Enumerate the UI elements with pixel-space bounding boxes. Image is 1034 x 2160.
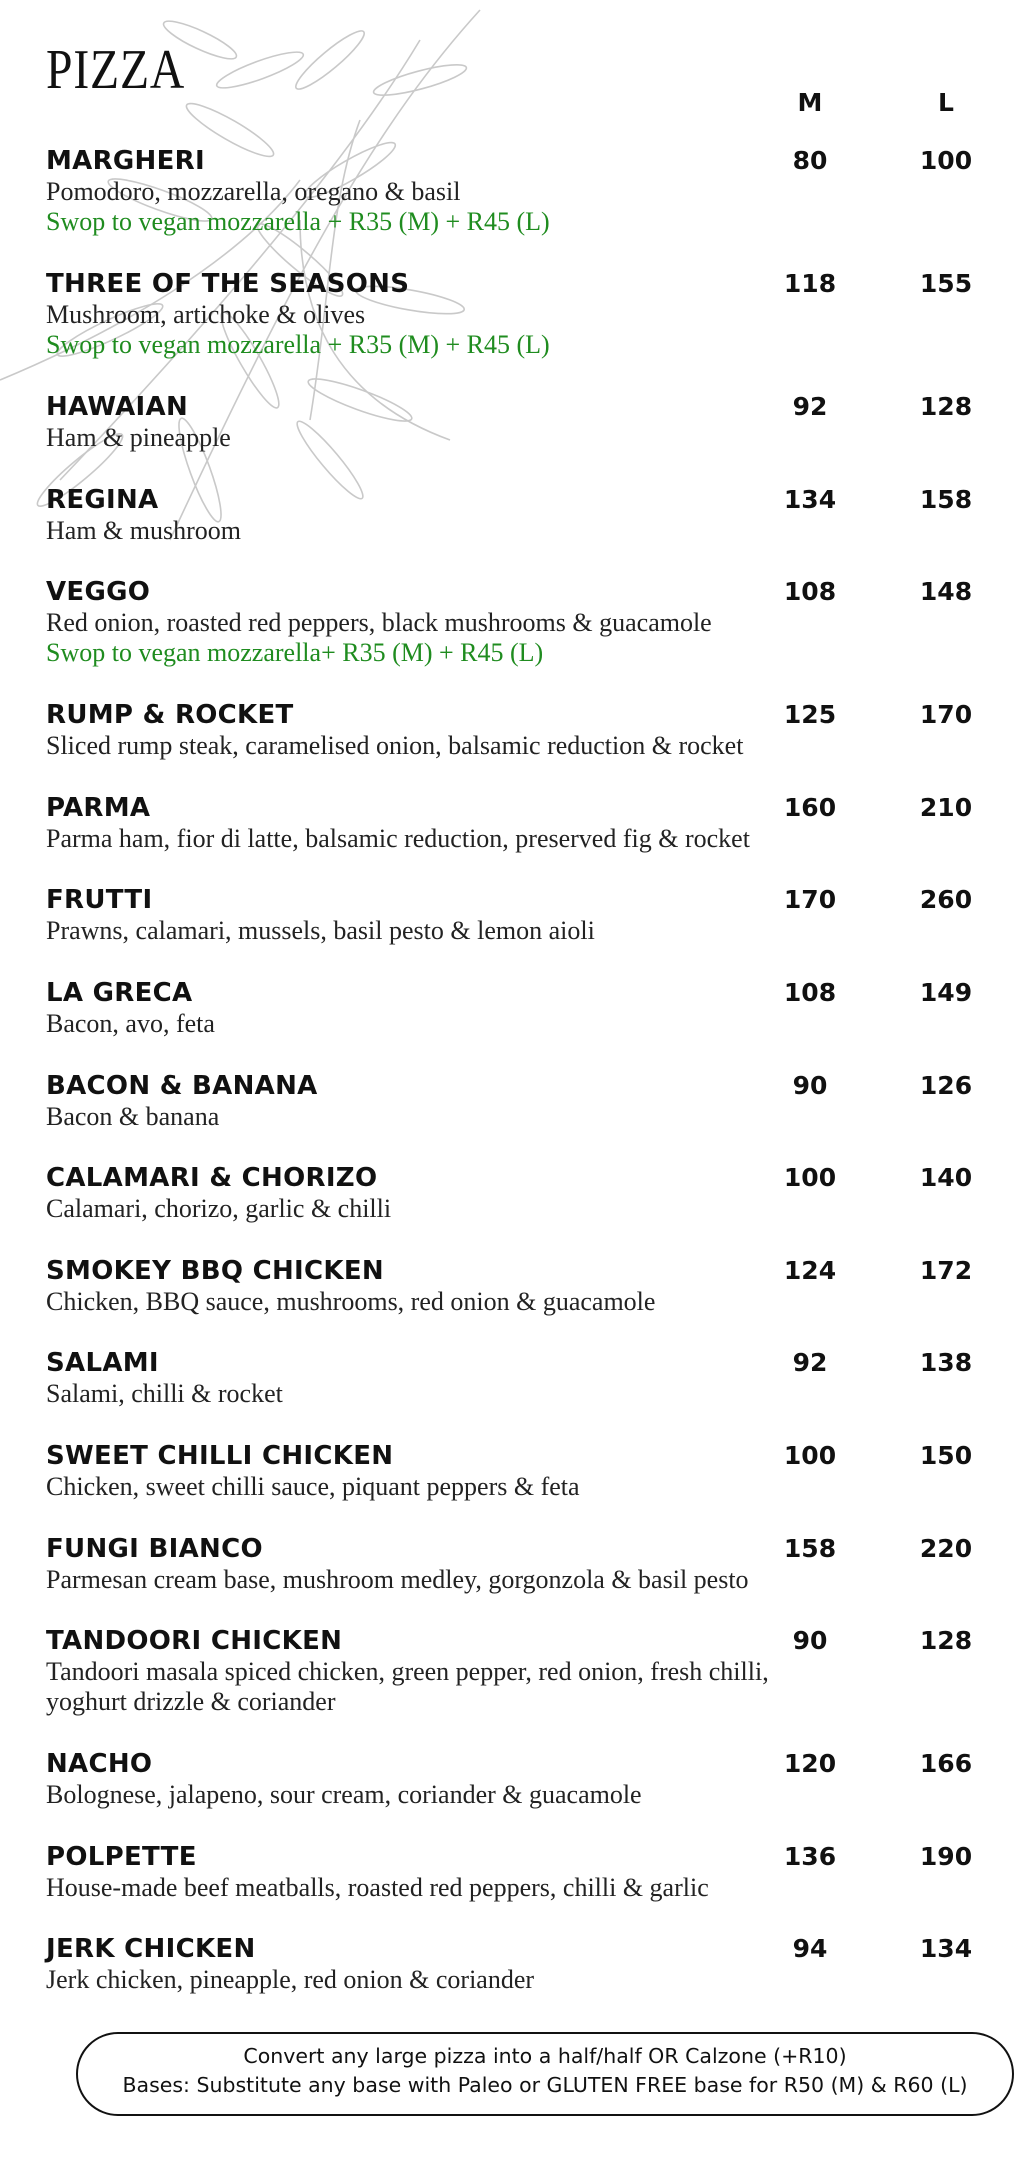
item-description: Chicken, BBQ sauce, mushrooms, red onion & guacamole (46, 1286, 656, 1316)
menu-item (46, 699, 1006, 792)
item-name: NACHO (46, 1749, 153, 1780)
price-large: 260 (919, 885, 973, 915)
price-large: 100 (919, 146, 973, 175)
large-size-header: L (938, 88, 954, 117)
price-large: 149 (919, 977, 973, 1007)
price-medium: 90 (792, 1070, 828, 1100)
menu-item (46, 1841, 1006, 1934)
menu-item (46, 391, 1006, 484)
price-medium: 92 (792, 392, 828, 421)
price-large: 128 (919, 392, 973, 421)
item-name: CALAMARI & CHORIZO (46, 1163, 378, 1194)
item-name: HAWAIAN (46, 392, 189, 422)
pizza-menu-list (46, 145, 1006, 2026)
item-description: Tandoori masala spiced chicken, green pepper, red onion, fresh chilli, yoghurt drizzle & coriander (46, 1657, 769, 1717)
item-name: SMOKEY BBQ CHICKEN (46, 1255, 384, 1286)
price-large: 128 (919, 1626, 973, 1656)
vegan-swap-note: Swop to vegan mozzarella + R35 (M) + R45 (L) (46, 330, 550, 359)
item-name: PARMA (46, 792, 151, 823)
item-name: JERK CHICKEN (46, 1934, 256, 1965)
menu-item (46, 268, 1006, 391)
item-description: Bacon, avo, feta (46, 1008, 215, 1038)
price-medium: 160 (783, 792, 837, 822)
menu-item (46, 1070, 1006, 1163)
menu-item (46, 977, 1006, 1070)
menu-item (46, 1933, 1006, 2026)
price-medium: 108 (783, 977, 837, 1007)
price-large: 126 (919, 1070, 973, 1100)
price-medium: 100 (783, 1163, 837, 1193)
item-description: Parmesan cream base, mushroom medley, gorgonzola & basil pesto (46, 1564, 749, 1594)
item-description: Sliced rump steak, caramelised onion, balsamic reduction & rocket (46, 731, 744, 761)
price-medium: 120 (783, 1749, 837, 1779)
price-medium: 124 (783, 1255, 837, 1285)
item-name: TANDOORI CHICKEN (46, 1626, 343, 1657)
price-large: 155 (919, 269, 973, 298)
price-medium: 100 (783, 1440, 837, 1470)
item-name: RUMP & ROCKET (46, 700, 294, 731)
menu-item (46, 1748, 1006, 1841)
price-large: 150 (919, 1440, 973, 1470)
menu-item (46, 1347, 1006, 1440)
price-large: 210 (919, 792, 973, 822)
price-large: 158 (919, 484, 973, 514)
page-title: PIZZA (46, 39, 186, 101)
item-description: House-made beef meatballs, roasted red peppers, chilli & garlic (46, 1872, 709, 1902)
price-medium: 134 (783, 484, 837, 514)
menu-item (46, 484, 1006, 577)
price-medium: 92 (792, 1348, 828, 1378)
price-medium: 170 (783, 885, 837, 915)
menu-item (46, 145, 1006, 268)
price-medium: 118 (783, 269, 837, 298)
price-large: 220 (919, 1533, 973, 1563)
item-name: POLPETTE (46, 1841, 197, 1872)
item-description: Ham & mushroom (46, 515, 241, 545)
item-description: Salami, chilli & rocket (46, 1379, 283, 1409)
menu-item (46, 884, 1006, 977)
price-medium: 108 (783, 577, 837, 607)
item-description: Parma ham, fior di latte, balsamic reduction, preserved fig & rocket (46, 823, 750, 853)
item-description: Bolognese, jalapeno, sour cream, coriander & guacamole (46, 1780, 642, 1810)
item-name: REGINA (46, 484, 159, 515)
item-description: Ham & pineapple (46, 423, 231, 452)
item-description: Calamari, chorizo, garlic & chilli (46, 1194, 392, 1224)
item-name: FRUTTI (46, 885, 153, 916)
price-large: 170 (919, 700, 973, 730)
price-medium: 125 (783, 700, 837, 730)
price-medium: 136 (783, 1841, 837, 1871)
item-description: Pomodoro, mozzarella, oregano & basil (46, 177, 461, 206)
price-large: 190 (919, 1841, 973, 1871)
item-name: VEGGO (46, 577, 151, 608)
half-half-note: Convert any large pizza into a half/half OR Calzone (+R10) (243, 2044, 847, 2068)
item-description: Chicken, sweet chilli sauce, piquant peppers & feta (46, 1471, 580, 1501)
price-medium: 158 (783, 1533, 837, 1563)
item-name: SWEET CHILLI CHICKEN (46, 1440, 394, 1471)
item-name: THREE OF THE SEASONS (46, 269, 410, 299)
item-description: Prawns, calamari, mussels, basil pesto & lemon aioli (46, 916, 595, 946)
item-name: SALAMI (46, 1348, 159, 1379)
item-description: Mushroom, artichoke & olives (46, 300, 366, 329)
menu-item (46, 1162, 1006, 1255)
vegan-swap-note: Swop to vegan mozzarella + R35 (M) + R45 (L) (46, 207, 550, 236)
medium-size-header: M (797, 88, 823, 117)
menu-item (46, 1625, 1006, 1748)
vegan-swap-note: Swop to vegan mozzarella+ R35 (M) + R45 (L) (46, 638, 544, 668)
menu-item (46, 1255, 1006, 1348)
price-large: 148 (919, 577, 973, 607)
item-name: LA GRECA (46, 977, 193, 1008)
price-medium: 90 (792, 1626, 828, 1656)
price-medium: 94 (792, 1934, 828, 1964)
price-large: 172 (919, 1255, 973, 1285)
price-large: 166 (919, 1749, 973, 1779)
base-substitution-note: Bases: Substitute any base with Paleo or GLUTEN FREE base for R50 (M) & R60 (L) (122, 2073, 968, 2097)
menu-item (46, 1533, 1006, 1626)
notes-box (76, 2032, 1014, 2116)
item-description: Jerk chicken, pineapple, red onion & coriander (46, 1965, 535, 1995)
item-description: Bacon & banana (46, 1101, 220, 1131)
price-large: 138 (919, 1348, 973, 1378)
price-large: 140 (919, 1163, 973, 1193)
price-medium: 80 (792, 146, 828, 175)
item-name: MARGHERI (46, 146, 205, 176)
item-name: FUNGI BIANCO (46, 1533, 263, 1564)
menu-item (46, 792, 1006, 885)
menu-item (46, 576, 1006, 699)
item-name: BACON & BANANA (46, 1070, 318, 1101)
item-description: Red onion, roasted red peppers, black mushrooms & guacamole (46, 608, 712, 638)
menu-item (46, 1440, 1006, 1533)
price-large: 134 (919, 1934, 973, 1964)
